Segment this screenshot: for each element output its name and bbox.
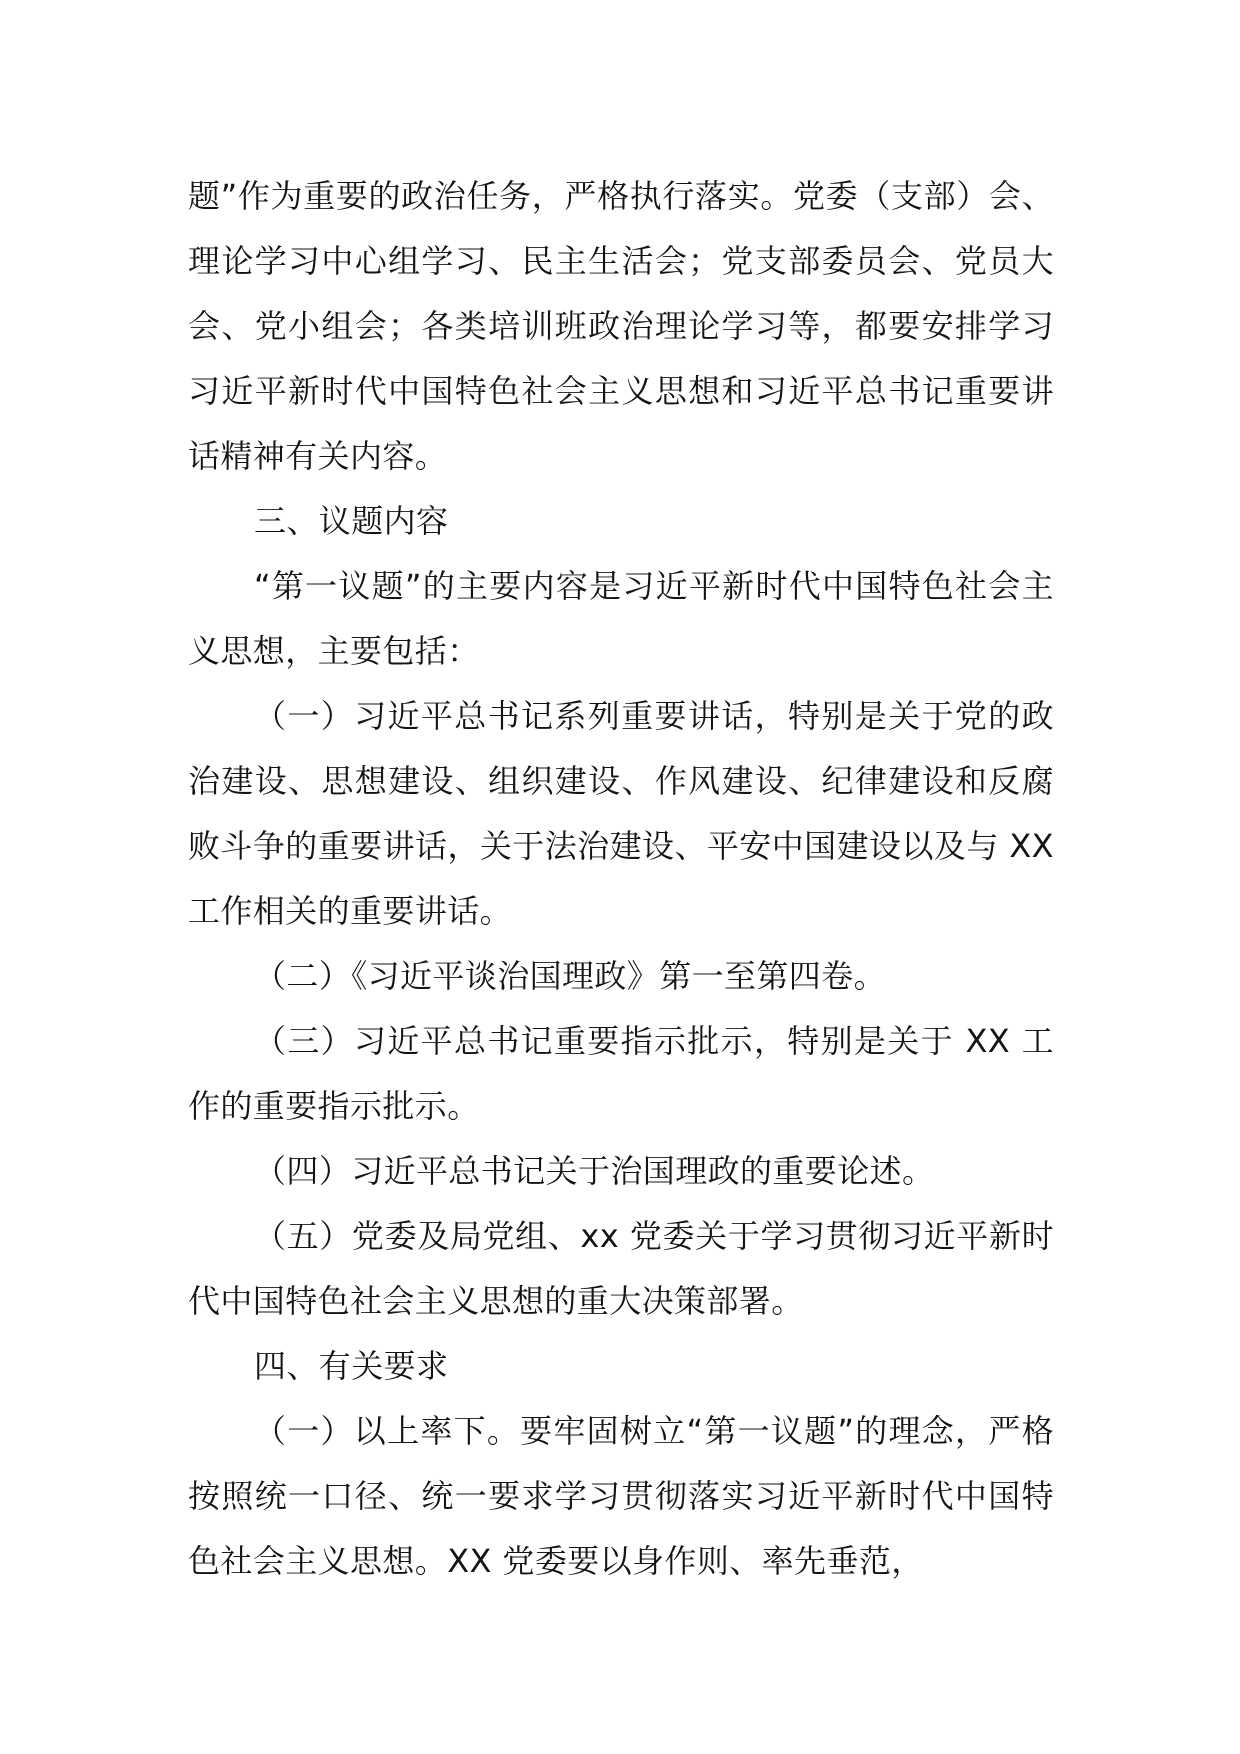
paragraph-intro: “第一议题”的主要内容是习近平新时代中国特色社会主义思想，主要包括： — [188, 567, 1054, 670]
document-body — [188, 164, 1054, 1594]
requirement-item-1: （一）以上率下。要牢固树立“第一议题”的理念，严格按照统一口径、统一要求学习贯彻落实习近平新时代中国特色社会主义思想。XX 党委要以身作则、率先垂范， — [188, 1412, 1054, 1580]
section-heading-3: 三、议题内容 — [254, 502, 449, 540]
list-item-5: （五）党委及局党组、xx 党委关于学习贯彻习近平新时代中国特色社会主义思想的重大决策部署。 — [188, 1217, 1054, 1320]
list-item-1: （一）习近平总书记系列重要讲话，特别是关于党的政治建设、思想建设、组织建设、作风建设、纪律建设和反腐败斗争的重要讲话，关于法治建设、平安中国建设以及与 XX 工作相关的重要讲话。 — [188, 697, 1054, 930]
section-heading-4: 四、有关要求 — [254, 1347, 449, 1385]
list-item-2: （二）《习近平谈治国理政》第一至第四卷。 — [254, 957, 887, 995]
list-item-3: （三）习近平总书记重要指示批示，特别是关于 XX 工作的重要指示批示。 — [188, 1022, 1054, 1125]
list-item-4: （四）习近平总书记关于治国理政的重要论述。 — [254, 1152, 935, 1190]
paragraph-continuation: 题”作为重要的政治任务，严格执行落实。党委（支部）会、理论学习中心组学习、民主生活会；党支部委员会、党员大会、党小组会；各类培训班政治理论学习等，都要安排学习习近平新时代中国特色社会主义思想和习近平总书记重要讲话精神有关内容。 — [188, 177, 1054, 475]
